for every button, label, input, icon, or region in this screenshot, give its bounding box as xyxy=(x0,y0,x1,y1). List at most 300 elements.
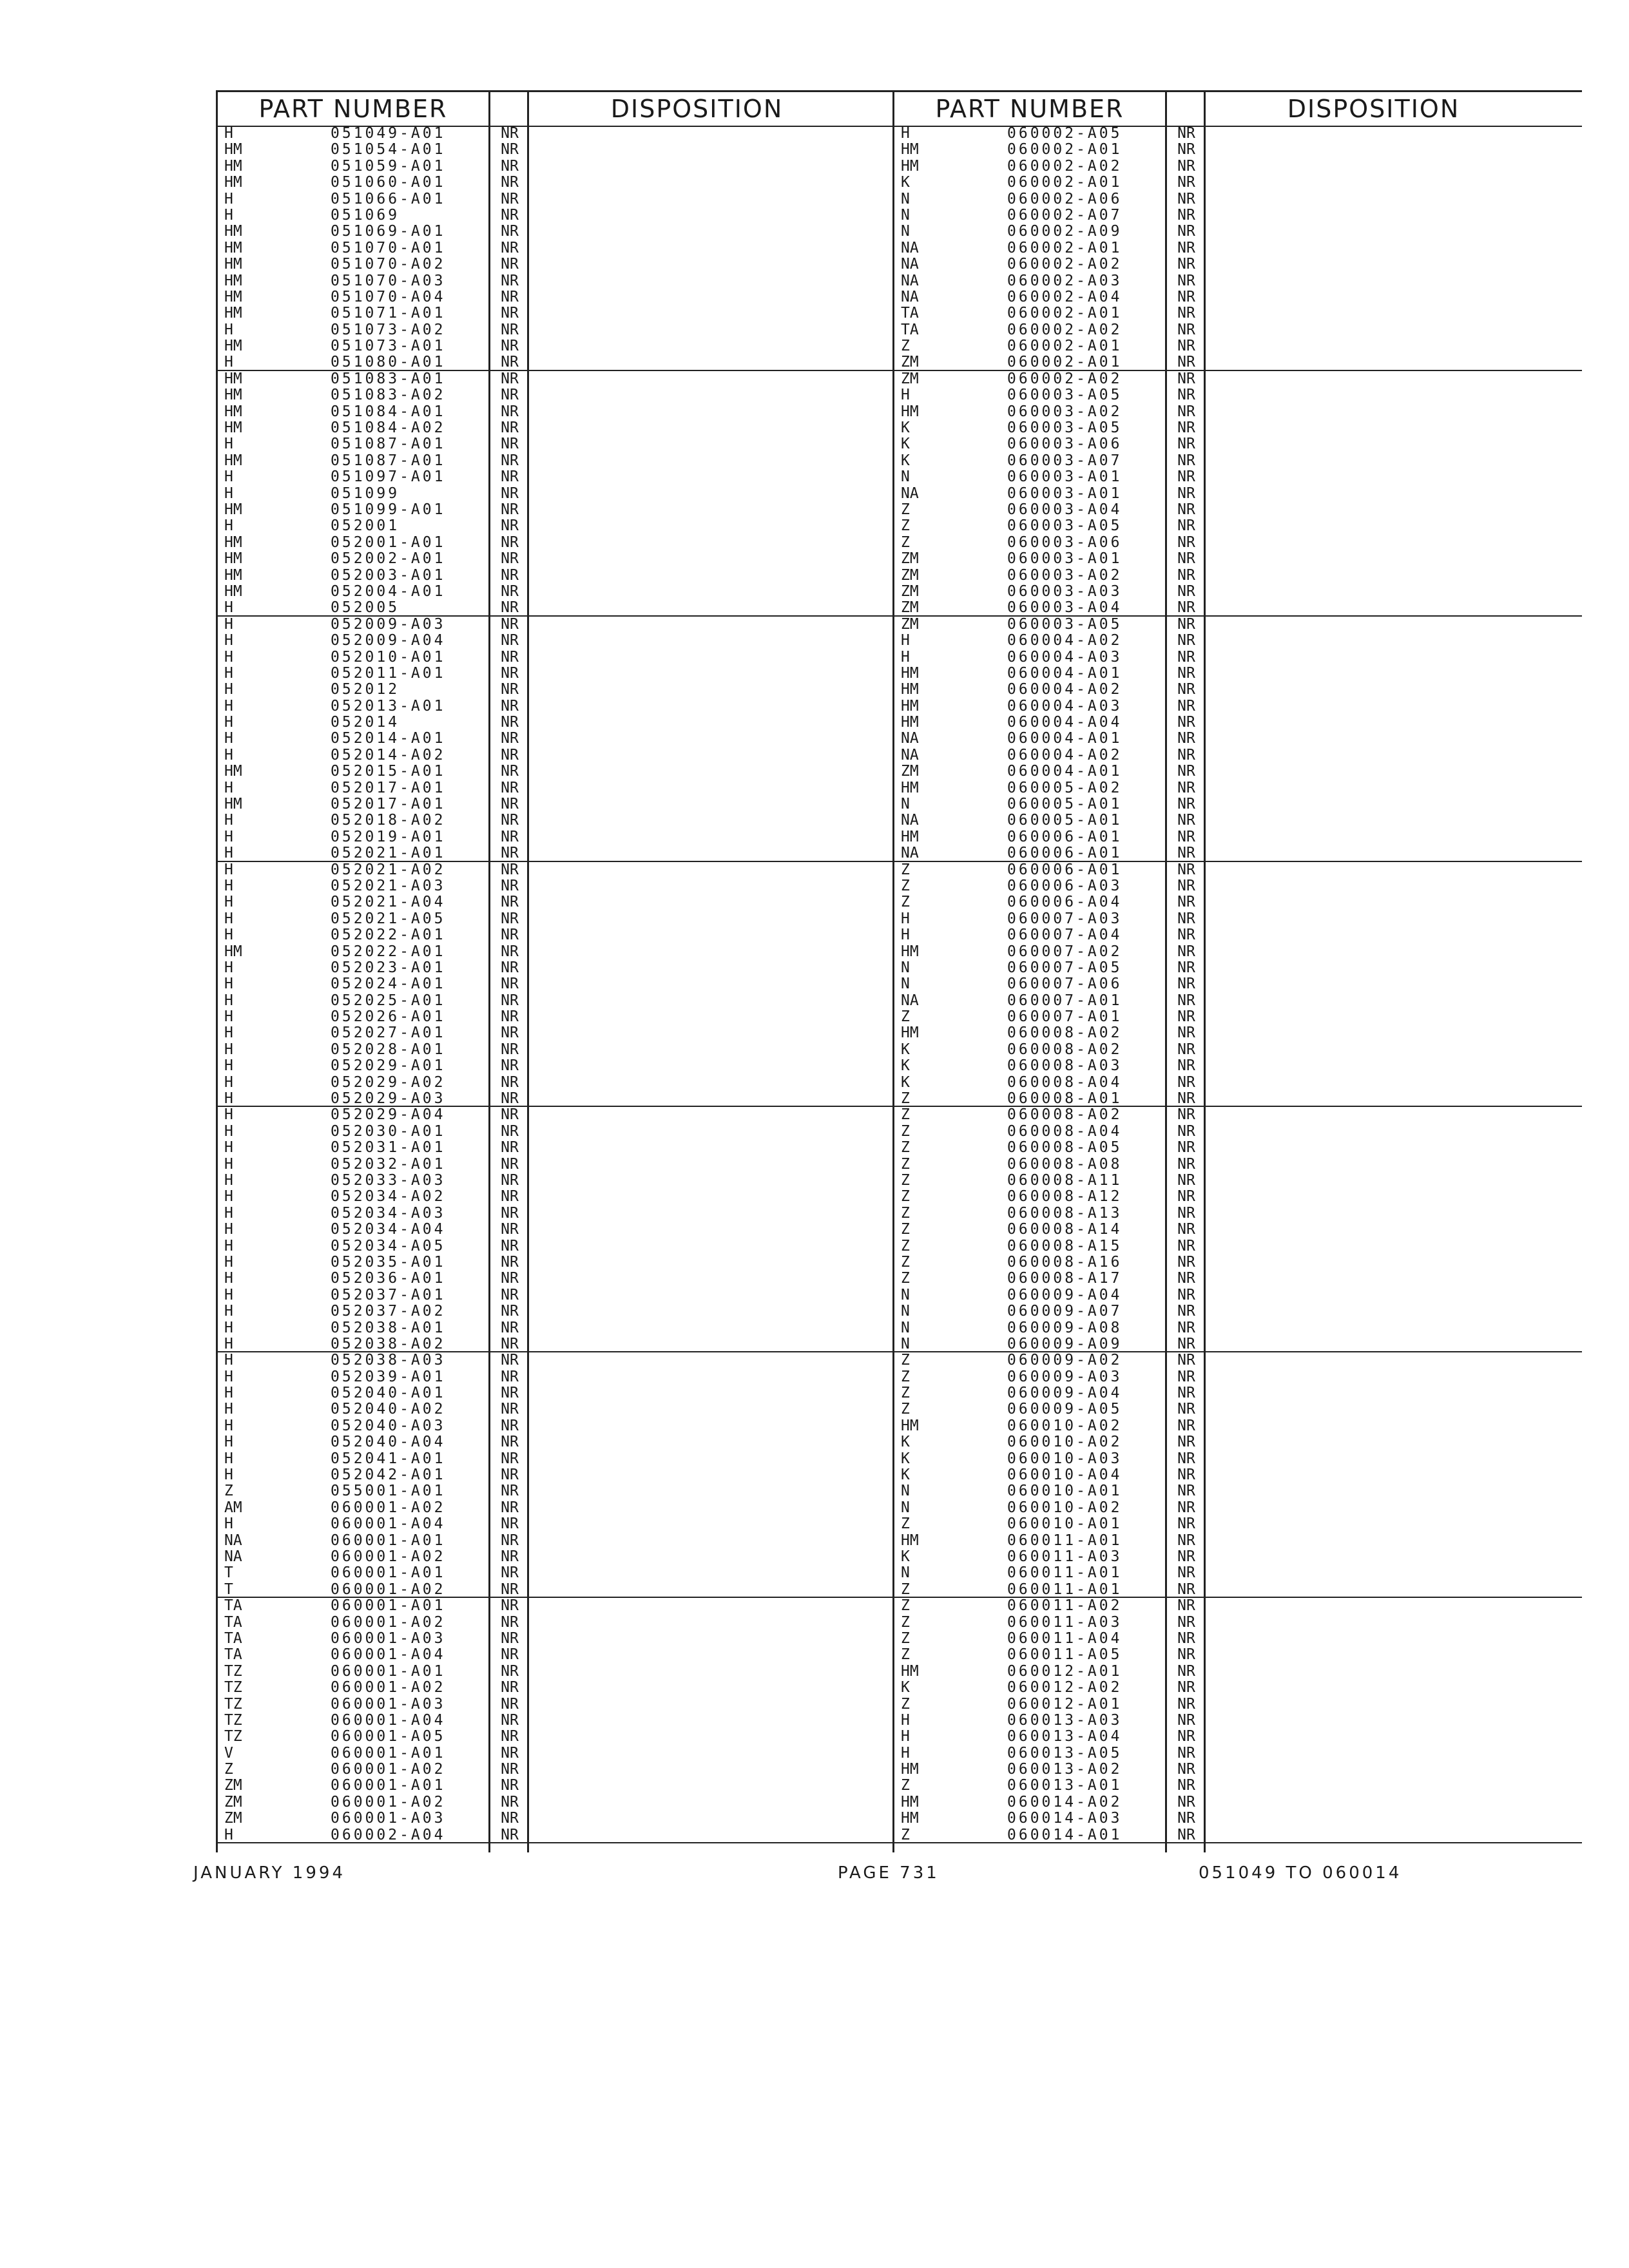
part-number: 060014-A02 xyxy=(1007,1793,1123,1811)
part-number: 060012-A02 xyxy=(1007,1679,1123,1696)
table-row xyxy=(894,1713,1582,1729)
disposition-code: NR xyxy=(1177,1401,1195,1418)
model-code: HM xyxy=(901,664,919,682)
table-row xyxy=(218,1500,905,1516)
disposition-code: NR xyxy=(501,1335,519,1352)
table-row xyxy=(894,829,1582,845)
disposition-code: NR xyxy=(1177,681,1195,698)
table-row xyxy=(218,1222,905,1238)
disposition-code: NR xyxy=(1177,550,1195,568)
model-code: K xyxy=(901,436,910,453)
table-row xyxy=(894,1483,1582,1499)
disposition-code: NR xyxy=(1177,894,1195,911)
model-code: TZ xyxy=(224,1679,242,1696)
part-number: 060008-A02 xyxy=(1007,1041,1123,1058)
disposition-code: NR xyxy=(1177,975,1195,993)
model-code: H xyxy=(224,632,233,649)
model-code: HM xyxy=(224,338,242,355)
disposition-code: NR xyxy=(501,1777,519,1794)
model-code: HM xyxy=(224,305,242,322)
table-row xyxy=(894,993,1582,1009)
model-code: Z xyxy=(901,1237,910,1254)
model-code: Z xyxy=(901,1122,910,1140)
model-code: H xyxy=(224,927,233,944)
disposition-code: NR xyxy=(501,959,519,976)
part-number: 052040-A04 xyxy=(331,1434,446,1451)
part-number: 060011-A04 xyxy=(1007,1629,1123,1647)
part-number: 060001-A02 xyxy=(331,1499,446,1516)
disposition-code: NR xyxy=(1177,1597,1195,1615)
model-code: N xyxy=(901,206,910,224)
disposition-code: NR xyxy=(501,1613,519,1631)
part-number: 060001-A02 xyxy=(331,1679,446,1696)
disposition-code: NR xyxy=(501,272,519,289)
part-number: 051099 xyxy=(331,485,400,502)
model-code: HM xyxy=(901,1793,919,1811)
part-number: 060003-A01 xyxy=(1007,468,1123,486)
model-code: HM xyxy=(901,1810,919,1827)
table-row xyxy=(218,142,905,158)
table-row xyxy=(218,1615,905,1631)
disposition-code: NR xyxy=(501,141,519,159)
disposition-code: NR xyxy=(1177,403,1195,420)
disposition-code: NR xyxy=(501,288,519,305)
model-code: HM xyxy=(224,157,242,175)
disposition-code: NR xyxy=(501,1253,519,1271)
disposition-code: NR xyxy=(501,1499,519,1516)
table-row xyxy=(894,1320,1582,1336)
part-number: 060003-A05 xyxy=(1007,517,1123,535)
part-number: 060001-A01 xyxy=(331,1662,446,1680)
disposition-code: NR xyxy=(1177,1286,1195,1303)
disposition-code: NR xyxy=(1177,1793,1195,1811)
model-code: HM xyxy=(901,943,919,960)
table-row xyxy=(894,1745,1582,1762)
disposition-code: NR xyxy=(501,468,519,486)
part-number: 060002-A05 xyxy=(1007,125,1123,142)
model-code: ZM xyxy=(901,582,919,600)
model-code: NA xyxy=(224,1548,242,1565)
model-code: NA xyxy=(901,992,919,1009)
model-code: Z xyxy=(901,517,910,535)
model-code: HM xyxy=(901,141,919,159)
table-row xyxy=(894,1500,1582,1516)
table-row xyxy=(218,191,905,207)
model-code: HM xyxy=(901,1662,919,1680)
part-number: 052014-A02 xyxy=(331,746,446,764)
part-number: 060001-A04 xyxy=(331,1515,446,1533)
disposition-code: NR xyxy=(501,632,519,649)
disposition-code: NR xyxy=(1177,533,1195,551)
model-code: HM xyxy=(224,288,242,305)
table-row xyxy=(894,1369,1582,1385)
disposition-code: NR xyxy=(501,190,519,207)
part-number: 060008-A08 xyxy=(1007,1155,1123,1173)
model-code: NA xyxy=(224,1532,242,1549)
part-number: 052019-A01 xyxy=(331,828,446,845)
table-row xyxy=(218,682,905,698)
disposition-code: NR xyxy=(501,403,519,420)
table-row xyxy=(894,1157,1582,1173)
table-row xyxy=(218,1075,905,1091)
model-code: HM xyxy=(901,157,919,175)
part-number: 052038-A02 xyxy=(331,1335,446,1352)
model-code: K xyxy=(901,1041,910,1058)
part-number: 060001-A04 xyxy=(331,1711,446,1729)
model-code: K xyxy=(901,1434,910,1451)
disposition-code: NR xyxy=(1177,1385,1195,1402)
part-number: 060004-A02 xyxy=(1007,746,1123,764)
part-number: 060008-A14 xyxy=(1007,1221,1123,1238)
disposition-code: NR xyxy=(501,1073,519,1091)
part-number: 052042-A01 xyxy=(331,1466,446,1484)
model-code: Z xyxy=(901,1597,910,1615)
part-number: 060008-A17 xyxy=(1007,1270,1123,1287)
table-row xyxy=(218,894,905,910)
part-number: 060013-A04 xyxy=(1007,1728,1123,1745)
table-row xyxy=(894,600,1582,616)
part-number: 060008-A01 xyxy=(1007,1090,1123,1108)
model-code: Z xyxy=(901,1204,910,1222)
model-code: H xyxy=(224,1253,233,1271)
disposition-code: NR xyxy=(501,338,519,355)
model-code: H xyxy=(224,681,233,698)
part-number: 060008-A04 xyxy=(1007,1122,1123,1140)
disposition-code: NR xyxy=(501,1041,519,1058)
disposition-code: NR xyxy=(1177,190,1195,207)
model-code: H xyxy=(224,436,233,453)
table-row xyxy=(894,1336,1582,1352)
model-code: HM xyxy=(901,681,919,698)
part-number: 060004-A01 xyxy=(1007,763,1123,780)
part-number: 060006-A01 xyxy=(1007,861,1123,878)
model-code: HM xyxy=(224,256,242,273)
table-row xyxy=(218,535,905,551)
model-code: TA xyxy=(901,321,919,338)
table-row xyxy=(218,159,905,175)
disposition-code: NR xyxy=(1177,746,1195,764)
table-row xyxy=(894,1287,1582,1303)
model-code: HM xyxy=(901,403,919,420)
disposition-code: NR xyxy=(501,1024,519,1042)
model-code: H xyxy=(224,1434,233,1451)
model-code: HM xyxy=(224,533,242,551)
part-number: 060011-A01 xyxy=(1007,1581,1123,1598)
table-row xyxy=(218,1042,905,1058)
disposition-code: NR xyxy=(1177,1352,1195,1369)
disposition-code: NR xyxy=(501,1450,519,1467)
disposition-code: NR xyxy=(1177,1073,1195,1091)
model-code: K xyxy=(901,1057,910,1075)
part-number: 060011-A01 xyxy=(1007,1564,1123,1582)
disposition-code: NR xyxy=(1177,730,1195,747)
part-number: 052023-A01 xyxy=(331,959,446,976)
part-number: 051099-A01 xyxy=(331,501,446,518)
disposition-code: NR xyxy=(1177,1319,1195,1336)
part-number: 060003-A03 xyxy=(1007,582,1123,600)
disposition-code: NR xyxy=(1177,599,1195,617)
disposition-code: NR xyxy=(501,1548,519,1565)
model-code: H xyxy=(901,632,910,649)
part-number: 060010-A02 xyxy=(1007,1417,1123,1434)
disposition-code: NR xyxy=(501,1401,519,1418)
table-row xyxy=(894,862,1582,878)
table-row xyxy=(894,354,1582,370)
table-row xyxy=(218,747,905,764)
model-code: HM xyxy=(224,239,242,256)
part-number: 060001-A05 xyxy=(331,1728,446,1745)
table-row xyxy=(218,976,905,992)
model-code: H xyxy=(224,190,233,207)
model-code: H xyxy=(224,1335,233,1352)
part-number: 052037-A01 xyxy=(331,1286,446,1303)
part-number: 060010-A02 xyxy=(1007,1499,1123,1516)
model-code: H xyxy=(224,861,233,878)
part-number: 060009-A02 xyxy=(1007,1352,1123,1369)
model-code: HM xyxy=(224,141,242,159)
model-code: ZM xyxy=(224,1810,242,1827)
part-number: 060013-A05 xyxy=(1007,1744,1123,1762)
disposition-code: NR xyxy=(1177,796,1195,813)
model-code: H xyxy=(901,648,910,666)
table-row xyxy=(218,1369,905,1385)
disposition-code: NR xyxy=(501,305,519,322)
disposition-code: NR xyxy=(501,1090,519,1108)
part-number: 060002-A02 xyxy=(1007,157,1123,175)
part-number: 060006-A01 xyxy=(1007,828,1123,845)
table-row xyxy=(218,944,905,960)
disposition-code: NR xyxy=(501,730,519,747)
part-number: 051084-A02 xyxy=(331,419,446,437)
part-number: 060012-A01 xyxy=(1007,1695,1123,1713)
disposition-code: NR xyxy=(501,910,519,927)
disposition-code: NR xyxy=(1177,1629,1195,1647)
table-row xyxy=(894,453,1582,469)
disposition-code: NR xyxy=(1177,1450,1195,1467)
model-code: Z xyxy=(901,1385,910,1402)
part-number: 052040-A01 xyxy=(331,1385,446,1402)
table-row xyxy=(894,845,1582,861)
table-row xyxy=(894,1140,1582,1156)
disposition-code: NR xyxy=(1177,272,1195,289)
model-code: H xyxy=(224,746,233,764)
model-code: H xyxy=(224,206,233,224)
part-number: 052021-A03 xyxy=(331,877,446,894)
model-code: ZM xyxy=(901,615,919,633)
part-number: 060004-A01 xyxy=(1007,664,1123,682)
disposition-code: NR xyxy=(501,1597,519,1615)
part-number: 051080-A01 xyxy=(331,354,446,371)
model-code: HM xyxy=(901,1417,919,1434)
model-code: H xyxy=(224,1221,233,1238)
table-row xyxy=(894,1303,1582,1320)
model-code: HM xyxy=(224,272,242,289)
table-row xyxy=(894,1778,1582,1794)
model-code: N xyxy=(901,1499,910,1516)
part-number: 051087-A01 xyxy=(331,436,446,453)
model-code: T xyxy=(224,1564,233,1582)
model-code: Z xyxy=(901,877,910,894)
table-row xyxy=(218,1418,905,1434)
model-code: N xyxy=(901,468,910,486)
part-number: 051069-A01 xyxy=(331,223,446,240)
part-number: 060007-A04 xyxy=(1007,927,1123,944)
table-row xyxy=(218,1664,905,1680)
disposition-code: NR xyxy=(501,763,519,780)
table-row xyxy=(894,305,1582,322)
part-number: 052021-A05 xyxy=(331,910,446,927)
model-code: H xyxy=(224,517,233,535)
table-row xyxy=(894,944,1582,960)
part-number: 060002-A01 xyxy=(1007,338,1123,355)
left-table-rows xyxy=(218,126,905,1843)
model-code: H xyxy=(224,1155,233,1173)
part-number: 060002-A09 xyxy=(1007,223,1123,240)
table-row xyxy=(218,175,905,191)
table-row xyxy=(218,600,905,616)
model-code: ZM xyxy=(901,354,919,371)
table-row xyxy=(218,354,905,370)
disposition-code: NR xyxy=(501,1793,519,1811)
table-row xyxy=(894,273,1582,289)
part-number: 060004-A02 xyxy=(1007,681,1123,698)
disposition-code: NR xyxy=(501,582,519,600)
table-row xyxy=(218,1680,905,1696)
model-code: H xyxy=(224,894,233,911)
part-number: 052030-A01 xyxy=(331,1122,446,1140)
part-number: 051073-A02 xyxy=(331,321,446,338)
model-code: HM xyxy=(901,1024,919,1042)
model-code: TA xyxy=(224,1597,242,1615)
disposition-code: NR xyxy=(1177,648,1195,666)
model-code: Z xyxy=(901,1106,910,1124)
model-code: Z xyxy=(901,1090,910,1108)
table-row xyxy=(894,551,1582,567)
part-number: 060013-A03 xyxy=(1007,1711,1123,1729)
model-code: Z xyxy=(901,1777,910,1794)
disposition-code: NR xyxy=(1177,321,1195,338)
model-code: H xyxy=(224,321,233,338)
model-code: H xyxy=(224,1090,233,1108)
disposition-code: NR xyxy=(501,1204,519,1222)
disposition-code: NR xyxy=(501,746,519,764)
part-number: 060007-A02 xyxy=(1007,943,1123,960)
table-row xyxy=(218,617,905,633)
model-code: H xyxy=(224,468,233,486)
part-number: 060011-A03 xyxy=(1007,1613,1123,1631)
disposition-code: NR xyxy=(1177,1499,1195,1516)
model-code: TZ xyxy=(224,1728,242,1745)
table-row xyxy=(218,1238,905,1254)
disposition-code: NR xyxy=(1177,1237,1195,1254)
part-number: 060009-A05 xyxy=(1007,1401,1123,1418)
model-code: H xyxy=(224,1237,233,1254)
table-row xyxy=(894,1615,1582,1631)
model-code: TZ xyxy=(224,1695,242,1713)
disposition-code: NR xyxy=(1177,1679,1195,1696)
part-number: 060002-A01 xyxy=(1007,354,1123,371)
table-row xyxy=(218,993,905,1009)
disposition-code: NR xyxy=(1177,419,1195,437)
model-code: H xyxy=(224,1204,233,1222)
table-row xyxy=(218,240,905,256)
table-row xyxy=(218,371,905,387)
part-number: 052029-A03 xyxy=(331,1090,446,1108)
table-row xyxy=(894,1222,1582,1238)
part-number: 060002-A07 xyxy=(1007,206,1123,224)
disposition-code: NR xyxy=(1177,387,1195,404)
part-number: 060007-A01 xyxy=(1007,992,1123,1009)
disposition-code: NR xyxy=(1177,877,1195,894)
part-number: 060002-A01 xyxy=(1007,239,1123,256)
part-number: 060002-A01 xyxy=(1007,141,1123,159)
disposition-code: NR xyxy=(501,1385,519,1402)
disposition-code: NR xyxy=(501,1237,519,1254)
part-number: 060001-A04 xyxy=(331,1646,446,1664)
part-number: 060007-A06 xyxy=(1007,975,1123,993)
model-code: HM xyxy=(224,501,242,518)
part-number: 051066-A01 xyxy=(331,190,446,207)
disposition-code: NR xyxy=(1177,1761,1195,1778)
model-code: H xyxy=(901,1744,910,1762)
model-code: Z xyxy=(901,1008,910,1026)
table-row xyxy=(218,1336,905,1352)
disposition-code: NR xyxy=(501,1761,519,1778)
model-code: AM xyxy=(224,1499,242,1516)
disposition-code: NR xyxy=(1177,1204,1195,1222)
model-code: K xyxy=(901,419,910,437)
disposition-code: NR xyxy=(501,452,519,469)
disposition-code: NR xyxy=(501,174,519,191)
model-code: HM xyxy=(224,223,242,240)
part-number: 052017-A01 xyxy=(331,796,446,813)
disposition-code: NR xyxy=(1177,632,1195,649)
disposition-code: NR xyxy=(1177,1106,1195,1124)
model-code: Z xyxy=(901,1352,910,1369)
model-code: H xyxy=(224,828,233,845)
model-code: ZM xyxy=(224,1793,242,1811)
table-row xyxy=(218,1516,905,1532)
part-number-header: PART NUMBER xyxy=(935,95,1124,123)
part-number: 060002-A04 xyxy=(331,1826,446,1843)
table-row xyxy=(894,812,1582,829)
disposition-code: NR xyxy=(501,1286,519,1303)
table-row xyxy=(218,1401,905,1418)
table-row xyxy=(218,1206,905,1222)
disposition-code: NR xyxy=(1177,714,1195,731)
table-row xyxy=(894,1811,1582,1827)
disposition-code: NR xyxy=(1177,1810,1195,1827)
part-number: 060011-A03 xyxy=(1007,1548,1123,1565)
model-code: H xyxy=(224,1319,233,1336)
model-code: H xyxy=(224,1385,233,1402)
table-row xyxy=(894,1516,1582,1532)
model-code: Z xyxy=(901,1646,910,1664)
part-number: 052012 xyxy=(331,681,400,698)
disposition-code: NR xyxy=(501,1139,519,1157)
disposition-code: NR xyxy=(1177,239,1195,256)
model-code: H xyxy=(224,648,233,666)
table-row xyxy=(894,1206,1582,1222)
part-number: 052040-A02 xyxy=(331,1401,446,1418)
table-row xyxy=(218,322,905,338)
model-code: H xyxy=(224,812,233,829)
disposition-code: NR xyxy=(1177,927,1195,944)
model-code: N xyxy=(901,1286,910,1303)
disposition-code: NR xyxy=(501,1581,519,1598)
disposition-code: NR xyxy=(1177,1564,1195,1582)
disposition-code: NR xyxy=(501,861,519,878)
